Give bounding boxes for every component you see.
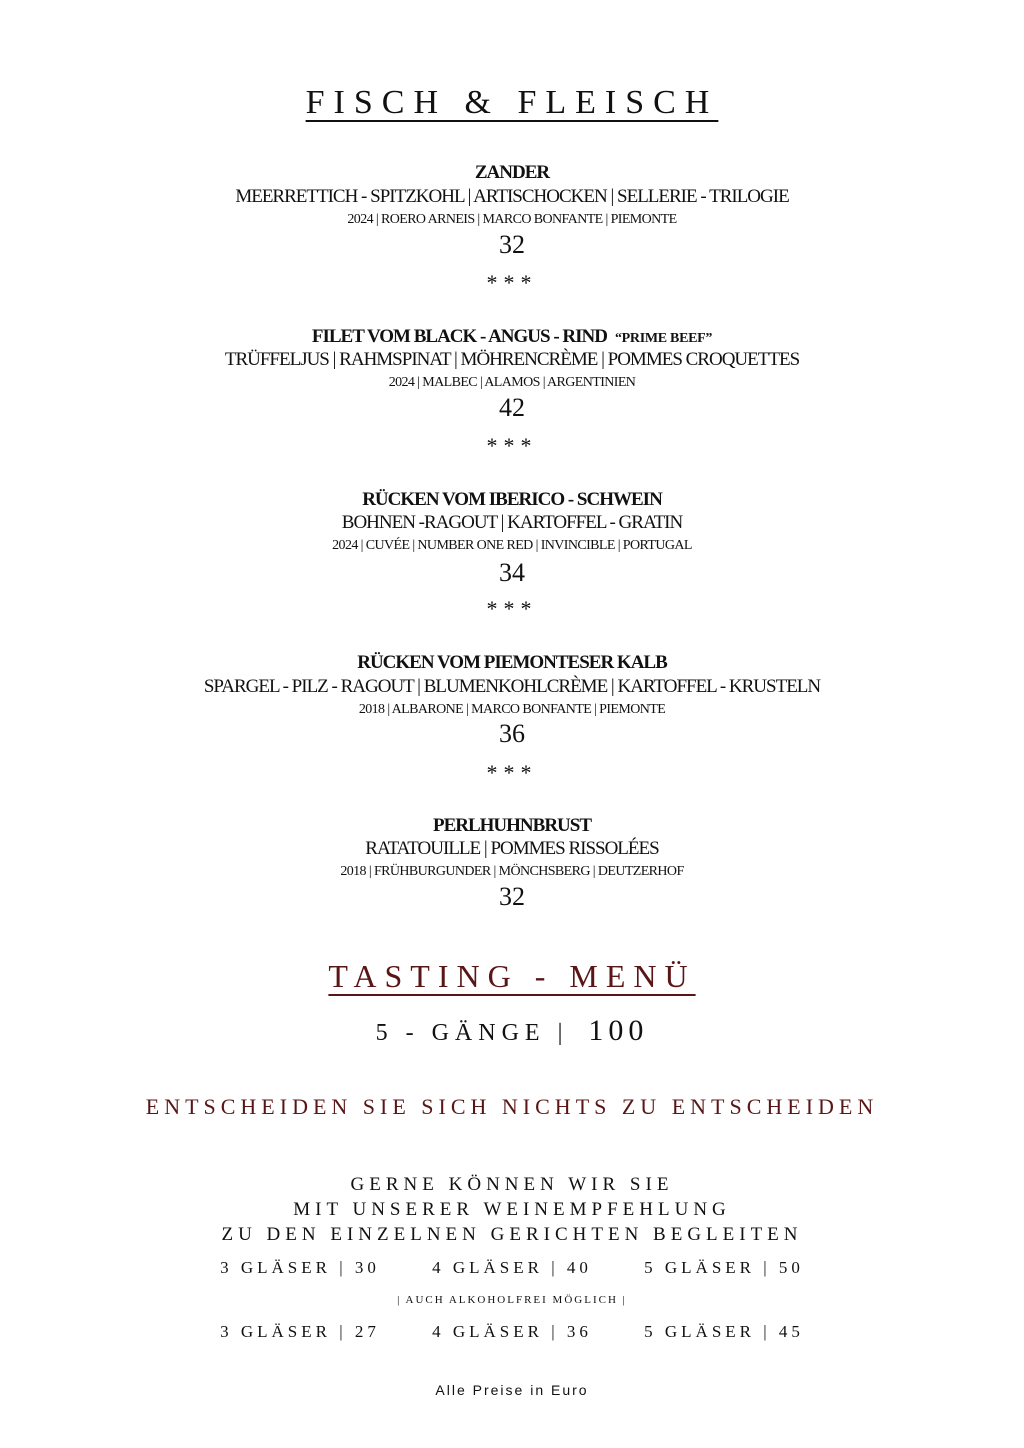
dish-name xyxy=(0,326,1024,348)
dish-wine: 2018 | FRÜHBURGUNDER | MÖNCHSBERG | DEUTZERHOF xyxy=(340,864,684,879)
pairing-option: 4 GLÄSER | 36 xyxy=(432,1322,592,1341)
info-line: MIT UNSERER WEINEMPFEHLUNG xyxy=(293,1199,731,1220)
dish-description: TRÜFFELJUS | RAHMSPINAT | MÖHRENCRÈME | POMMES CROQUETTES xyxy=(224,349,800,370)
dish-name: RÜCKEN VOM IBERICO - SCHWEIN xyxy=(362,489,662,510)
pairing-option: 5 GLÄSER | 50 xyxy=(644,1258,804,1277)
dish-description: BOHNEN -RAGOUT | KARTOFFEL - GRATIN xyxy=(341,512,683,533)
dish-price: 32 xyxy=(499,230,525,259)
pairing-option: 3 GLÄSER | 27 xyxy=(220,1322,380,1341)
separator: *** xyxy=(486,433,538,458)
dish-price: 42 xyxy=(499,393,525,422)
dish-price: 32 xyxy=(499,882,525,911)
section-title: FISCH & FLEISCH xyxy=(305,84,719,121)
separator: *** xyxy=(486,596,538,621)
price-note-footer: Alle Preise in Euro xyxy=(435,1382,589,1398)
dish-name: PERLHUHNBRUST xyxy=(432,815,592,836)
pairing-option: 3 GLÄSER | 30 xyxy=(220,1258,380,1277)
courses-label: 5 - GÄNGE | xyxy=(375,1020,569,1046)
tasting-title: TASTING - MENÜ xyxy=(328,958,696,994)
info-line: GERNE KÖNNEN WIR SIE xyxy=(350,1174,674,1195)
dish-description: RATATOUILLE | POMMES RISSOLÉES xyxy=(365,838,659,859)
dish-description: SPARGEL - PILZ - RAGOUT | BLUMENKOHLCRÈME | KARTOFFEL - KRUSTELN xyxy=(203,676,821,697)
info-line: ZU DEN EINZELNEN GERICHTEN BEGLEITEN xyxy=(221,1224,803,1245)
dish-wine: 2024 | MALBEC | ALAMOS | ARGENTINIEN xyxy=(388,375,636,390)
dish-wine: 2024 | CUVÉE | NUMBER ONE RED | INVINCIBLE | PORTUGAL xyxy=(332,538,692,553)
alcohol-free-pairing-row xyxy=(0,1322,1024,1342)
dish-price: 36 xyxy=(499,719,525,748)
dish-wine: 2024 | ROERO ARNEIS | MARCO BONFANTE | PIEMONTE xyxy=(347,212,677,227)
alcohol-free-note: | AUCH ALKOHOLFREI MÖGLICH | xyxy=(397,1294,627,1306)
tasting-tagline: ENTSCHEIDEN SIE SICH NICHTS ZU ENTSCHEIDEN xyxy=(145,1094,879,1119)
dish-description: MEERRETTICH - SPITZKOHL | ARTISCHOCKEN | SELLERIE - TRILOGIE xyxy=(235,186,789,207)
separator: *** xyxy=(486,270,538,295)
separator: *** xyxy=(486,760,538,785)
dish-name: RÜCKEN VOM PIEMONTESER KALB xyxy=(357,652,667,673)
pairing-option: 5 GLÄSER | 45 xyxy=(644,1322,804,1341)
dish-name-suffix: “PRIME BEEF” xyxy=(614,331,713,346)
dish-name: ZANDER xyxy=(474,162,550,183)
dish-name-main: FILET VOM BLACK - ANGUS - RIND xyxy=(311,326,607,347)
pairing-option: 4 GLÄSER | 40 xyxy=(432,1258,592,1277)
tasting-price: 100 xyxy=(588,1014,649,1047)
tasting-courses xyxy=(0,1014,1024,1048)
wine-pairing-row xyxy=(0,1258,1024,1278)
dish-wine: 2018 | ALBARONE | MARCO BONFANTE | PIEMONTE xyxy=(358,702,666,717)
dish-price: 34 xyxy=(499,558,525,587)
